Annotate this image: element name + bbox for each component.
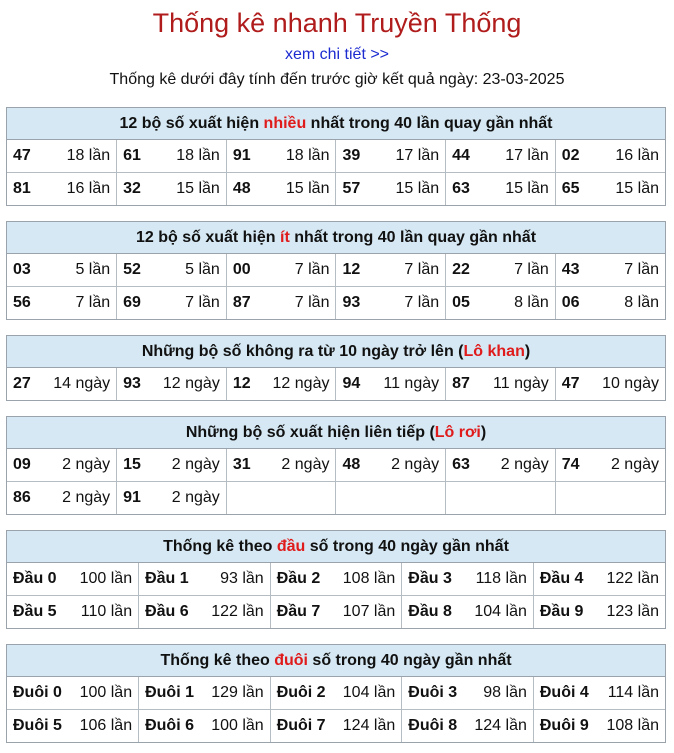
stat-cell [336,287,446,320]
stat-cell [139,596,271,629]
stat-count: 100 lần [79,684,133,701]
stat-count: 18 lần [176,147,220,164]
stat-number: 15 [123,456,141,473]
stat-cell-content [277,717,396,735]
stat-number: 93 [123,375,141,392]
stat-cell-content [408,603,527,621]
stat-count: 5 lần [75,261,111,278]
stat-number: 63 [452,180,470,197]
stat-cell [117,173,227,206]
stat-cell [117,140,227,173]
stat-count: 7 lần [185,294,220,311]
stat-cell-content [540,717,659,735]
panel-heading [7,222,665,254]
stat-count: 118 lần [475,570,527,587]
panel-heading-text: Thống kê theo [160,652,275,669]
stat-cell-content [342,375,439,393]
panel-heading-highlight: ít [280,229,290,246]
stat-number: Đầu 0 [13,570,57,587]
stat-cell-content [13,294,110,312]
stat-count: 7 lần [514,261,549,278]
stat-cell-content [562,261,659,279]
stat-number: 48 [232,180,251,197]
stat-count: 98 lần [483,684,527,701]
stat-count: 2 ngày [171,456,220,473]
panel-heading-text: nhất trong 40 lần quay gần nhất [306,115,553,132]
stat-number: 69 [123,294,141,311]
stat-cell [533,596,665,629]
stat-number: Đuôi 2 [276,684,326,701]
stat-count: 106 lần [79,717,133,734]
stat-count: 2 ngày [62,489,111,506]
stat-number: 00 [232,261,251,278]
stat-cell-content [13,684,132,702]
stats-table [7,449,665,514]
stat-cell [533,677,665,710]
panel-heading [7,336,665,368]
stat-cell [446,173,556,206]
stat-cell [336,449,446,482]
stat-cell-content [342,180,439,198]
stat-cell [7,677,139,710]
stat-cell [533,710,665,743]
stat-number: Đuôi 5 [13,717,62,734]
stat-count: 5 lần [185,261,220,278]
stat-cell-content [452,294,549,312]
stat-number: 27 [13,375,31,392]
stat-count: 11 ngày [383,375,440,392]
stat-number: 09 [13,456,31,473]
stat-count: 16 lần [66,180,111,197]
stat-count: 15 lần [395,180,440,197]
stat-cell-content [408,717,527,735]
stat-cell [226,482,336,515]
stat-number: 65 [561,180,580,197]
stat-cell [7,173,117,206]
stat-count: 15 lần [285,180,330,197]
stat-cell-content [562,147,659,165]
stat-count: 7 lần [294,261,330,278]
stat-number: Đầu 9 [539,603,584,620]
panel-heading-text: nhất trong 40 lần quay gần nhất [289,229,537,246]
stat-count: 12 ngày [272,375,330,392]
stat-cell [7,482,117,515]
stat-cell-content [342,147,439,165]
stat-count: 12 ngày [162,375,220,392]
stat-number: 22 [452,261,470,278]
stat-cell-content [123,294,220,312]
stat-cell [446,449,556,482]
stat-number: 47 [13,147,31,164]
head-digit-panel [6,530,666,629]
stat-cell [7,563,139,596]
table-row [7,449,665,482]
stat-cell-content [13,489,110,507]
stat-cell-content [408,684,527,702]
stat-number: Đuôi 9 [539,717,589,734]
stat-cell-content [13,570,132,588]
stat-cell-content [408,570,527,588]
stat-number: 47 [561,375,580,392]
stat-cell-content [145,603,264,621]
table-row [7,287,665,320]
stat-cell-content [13,180,110,198]
stat-cell [117,449,227,482]
stat-cell-content [233,180,330,198]
stat-cell-content [277,684,396,702]
table-row [7,368,665,400]
stat-cell-content [342,261,439,279]
stat-cell [7,596,139,629]
stat-cell [7,710,139,743]
table-row [7,677,665,710]
stat-cell-content [123,261,220,279]
stat-cell-content [540,603,659,621]
stat-cell-content [123,489,220,507]
stat-number: 93 [342,294,361,311]
stat-number: 57 [342,180,361,197]
stat-count: 14 ngày [53,375,111,392]
stat-count: 7 lần [624,261,659,278]
stat-cell-content [13,261,110,279]
page-subtitle: Thống kê dưới đây tính đến trước giờ kết quả ngày: 23-03-2025 [109,71,565,88]
stat-number: 31 [232,456,251,473]
stat-count: 114 lần [607,684,659,701]
panel-heading [7,531,665,563]
stat-cell [7,368,117,400]
stat-cell [402,596,534,629]
table-row [7,254,665,287]
stat-count: 104 lần [342,684,396,701]
panel-heading-highlight: đuôi [274,652,308,669]
stat-number: 02 [561,147,580,164]
stat-cell-content [123,456,220,474]
lo-roi-panel [6,416,666,515]
stat-count: 2 ngày [281,456,330,473]
stat-cell [270,677,402,710]
least-frequent-panel [6,221,666,320]
stat-cell [446,254,556,287]
stat-cell-content [277,570,396,588]
stat-number: Đầu 4 [539,570,584,587]
page-title: Thống kê nhanh Truyền Thống [152,8,522,38]
panel-heading-text: Thống kê theo [163,538,277,555]
stat-number: 94 [342,375,361,392]
stat-number: 12 [342,261,361,278]
stat-cell [336,368,446,400]
stat-number: 12 [232,375,251,392]
stat-number: 03 [13,261,31,278]
stat-cell [139,710,271,743]
table-row [7,140,665,173]
stat-count: 15 lần [615,180,659,197]
stat-cell [402,677,534,710]
stat-number: 44 [452,147,470,164]
stat-count: 93 lần [220,570,264,587]
stat-count: 2 ngày [610,456,659,473]
stat-cell [7,254,117,287]
stat-number: Đuôi 1 [145,684,194,701]
stat-count: 110 lần [80,603,133,620]
stat-count: 108 lần [606,717,659,734]
stat-cell [117,368,227,400]
stat-cell-content [540,684,659,702]
stat-cell-content [233,261,330,279]
stat-number: 06 [561,294,580,311]
stats-table [7,368,665,400]
stat-cell-content [123,180,220,198]
stat-number: Đuôi 3 [408,684,458,701]
stat-number: 74 [561,456,580,473]
stat-cell-content [13,603,132,621]
stat-cell [555,449,665,482]
stat-count: 17 lần [395,147,440,164]
stat-number: 32 [123,180,141,197]
stat-cell [336,482,446,515]
stat-number: 56 [13,294,31,311]
stat-cell [226,287,336,320]
stat-cell [226,449,336,482]
stat-cell-content [562,294,659,312]
stat-cell [402,710,534,743]
stat-cell [336,140,446,173]
stats-table [7,140,665,205]
stat-cell [117,287,227,320]
stat-number: 81 [13,180,31,197]
stat-cell [555,140,665,173]
stat-cell [555,287,665,320]
stat-count: 122 lần [211,603,264,620]
stat-count: 7 lần [404,261,440,278]
stat-cell [117,482,227,515]
panel-heading-highlight: đầu [276,538,306,555]
stat-count: 2 ngày [391,456,440,473]
stat-number: 86 [13,489,31,506]
stat-number: Đuôi 6 [145,717,194,734]
stat-count: 124 lần [474,717,527,734]
stat-cell-content [452,375,549,393]
stat-count: 7 lần [404,294,440,311]
stat-cell [446,287,556,320]
stat-cell [7,449,117,482]
stat-number: 91 [232,147,251,164]
stat-cell [555,173,665,206]
stat-count: 124 lần [342,717,396,734]
stat-count: 7 lần [294,294,330,311]
table-row [7,710,665,743]
table-row [7,563,665,596]
stat-cell-content [562,456,659,474]
stat-cell-content [452,180,549,198]
stat-count: 2 ngày [171,489,220,506]
panel-heading-text: 12 bộ số xuất hiện [135,229,280,246]
stats-table [7,677,665,742]
stat-cell-content [452,147,549,165]
stat-number: 91 [123,489,141,506]
stat-cell [270,596,402,629]
stat-count: 18 lần [66,147,111,164]
stat-count: 17 lần [505,147,549,164]
panel-heading-highlight: Lô rơi [434,424,481,441]
stat-number: Đuôi 8 [408,717,458,734]
stat-count: 123 lần [606,603,659,620]
stat-cell-content [540,570,659,588]
stat-count: 18 lần [285,147,330,164]
stat-count: 8 lần [624,294,659,311]
panel-heading-text: Những bộ số không ra từ 10 ngày trở lên ( [141,343,464,360]
stat-cell [7,140,117,173]
stat-number: Đầu 5 [13,603,57,620]
panel-heading-text: số trong 40 ngày gần nhất [305,538,509,555]
stat-cell [226,254,336,287]
stat-number: Đuôi 0 [13,684,62,701]
stat-count: 122 lần [606,570,659,587]
stat-count: 10 ngày [602,375,659,392]
stat-count: 7 lần [75,294,111,311]
panel-heading-text: ) [480,424,487,441]
panel-heading-highlight: Lô khan [463,343,525,360]
stat-cell-content [145,570,264,588]
stat-cell-content [452,261,549,279]
stat-number: Đầu 6 [145,603,189,620]
stat-cell-content [562,180,659,198]
stat-cell [270,563,402,596]
stat-cell [446,482,556,515]
stat-number: Đầu 3 [408,570,452,587]
stat-number: 63 [452,456,470,473]
stat-number: Đầu 7 [276,603,321,620]
panel-heading-highlight: nhiều [263,115,307,132]
stat-count: 16 lần [615,147,659,164]
panel-heading-text: số trong 40 ngày gần nhất [307,652,512,669]
stat-count: 2 ngày [500,456,549,473]
stat-count: 108 lần [342,570,396,587]
stat-cell [533,563,665,596]
stat-count: 15 lần [176,180,220,197]
stat-number: Đầu 1 [145,570,189,587]
stat-number: Đuôi 7 [276,717,326,734]
stat-cell-content [277,603,396,621]
stat-cell-content [233,294,330,312]
stat-cell-content [233,456,330,474]
stat-count: 15 lần [505,180,549,197]
stat-cell [139,563,271,596]
stat-number: 61 [123,147,141,164]
stat-cell [7,287,117,320]
stat-count: 11 ngày [493,375,549,392]
stat-cell [117,254,227,287]
stats-table [7,563,665,628]
stat-count: 129 lần [211,684,264,701]
stat-cell [555,368,665,400]
stat-cell-content [233,375,330,393]
stat-count: 100 lần [211,717,264,734]
panel-heading [7,108,665,140]
table-row [7,482,665,515]
stat-cell-content [562,375,659,393]
stat-cell [446,140,556,173]
stat-count: 107 lần [342,603,396,620]
stat-number: 87 [452,375,470,392]
stat-cell-content [145,717,264,735]
stat-number: Đầu 8 [408,603,452,620]
stat-number: Đầu 2 [276,570,321,587]
stat-number: 48 [342,456,361,473]
stat-cell [336,254,446,287]
stat-number: 87 [232,294,251,311]
stat-cell-content [342,456,439,474]
stat-count: 8 lần [514,294,549,311]
stat-cell [336,173,446,206]
most-frequent-panel [6,107,666,206]
stat-cell-content [342,294,439,312]
stat-cell-content [13,717,132,735]
stat-cell-content [145,684,264,702]
stat-cell [555,482,665,515]
stat-number: Đuôi 4 [539,684,589,701]
panel-heading-text: Những bộ số xuất hiện liên tiếp ( [185,424,435,441]
stat-cell-content [123,147,220,165]
stat-cell-content [233,147,330,165]
lo-khan-panel [6,335,666,401]
stat-cell [226,368,336,400]
stat-cell-content [13,456,110,474]
stat-cell-content [13,375,110,393]
panel-heading-text: ) [524,343,531,360]
stat-cell-content [123,375,220,393]
stat-count: 100 lần [79,570,133,587]
stat-cell [446,368,556,400]
panel-heading-text: 12 bộ số xuất hiện [119,115,264,132]
panel-heading [7,645,665,677]
panel-heading [7,417,665,449]
stat-number: 39 [342,147,361,164]
stat-count: 104 lần [474,603,527,620]
stat-cell-content [13,147,110,165]
table-row [7,173,665,206]
stat-cell [402,563,534,596]
stat-cell [555,254,665,287]
stat-number: 43 [561,261,580,278]
tail-digit-panel [6,644,666,743]
stat-cell [139,677,271,710]
stats-table [7,254,665,319]
table-row [7,596,665,629]
detail-link[interactable]: xem chi tiết >> [284,46,390,63]
stat-cell [226,140,336,173]
stat-cell [226,173,336,206]
stat-cell [270,710,402,743]
stat-number: 05 [452,294,470,311]
stat-number: 52 [123,261,141,278]
stat-cell-content [452,456,549,474]
stat-count: 2 ngày [62,456,111,473]
